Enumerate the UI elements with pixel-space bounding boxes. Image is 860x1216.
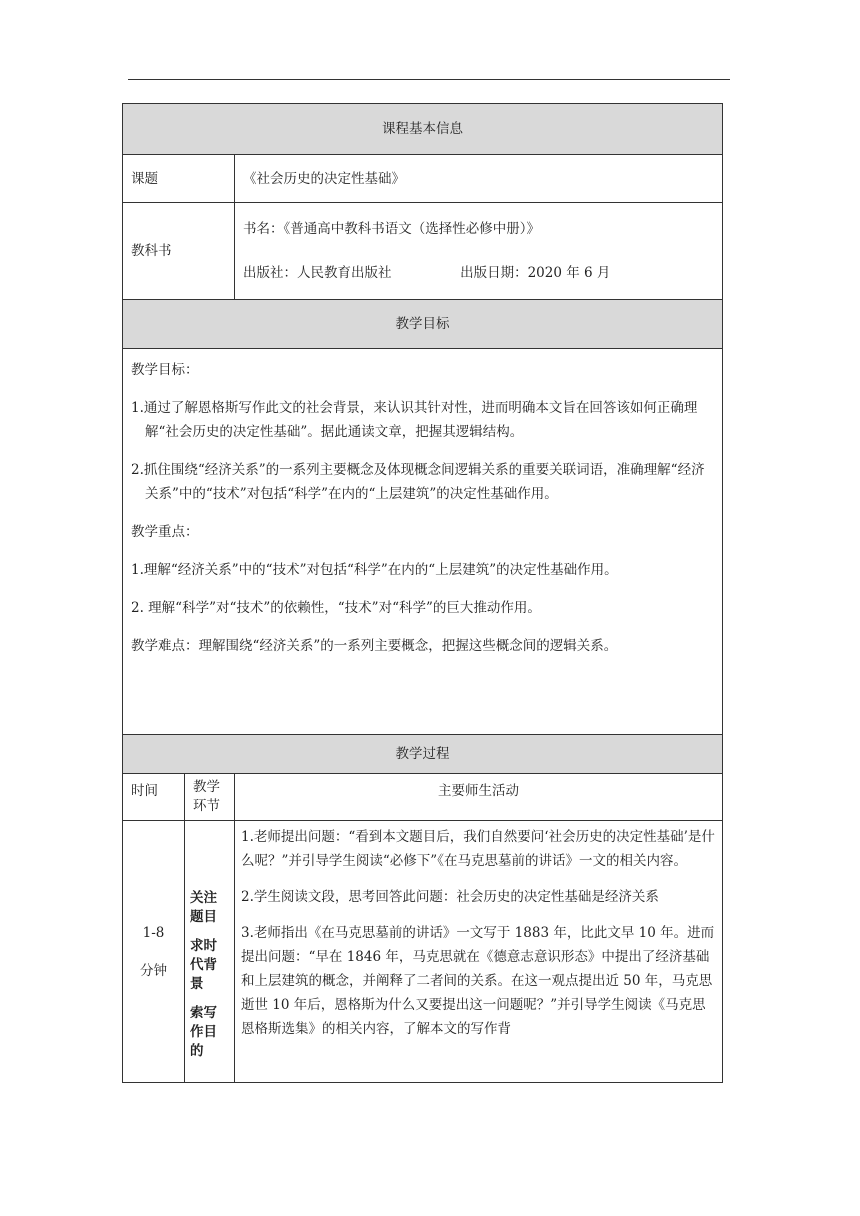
process-row (123, 821, 723, 1083)
basic-info-header-row (123, 104, 723, 155)
publisher-line (243, 262, 714, 284)
activity-item: 3.老师指出《在马克思墓前的讲话》一文写于 1883 年，比此文早 10 年。进而提出问题：“早在 1846 年，马克思就在《德意志意识形态》中提出了经济基础和上层建筑的概念，并阐释了二者间的关系。在这一观点提出近 50 年，马克思逝世 10 年后，恩格斯为什么又要提出这一问题呢？”并引导学生阅读《马克思恩格斯选集》的相关内容，了解本文的写作背 (241, 925, 715, 1037)
process-column-header-row (123, 774, 723, 821)
activity-cell (235, 821, 723, 1083)
objectives-row (123, 349, 723, 735)
publisher: 出版社：人民教育出版社 (243, 265, 392, 281)
topic-value: 《社会历史的决定性基础》 (235, 155, 723, 203)
objectives-header: 教学目标 (123, 300, 723, 349)
goal-item: 2.抓住围绕“经济关系”的一系列主要概念及体现概念间逻辑关系的重要关联词语，准确理解“经济关系”中的“技术”对包括“科学”在内的“上层建筑”的决定性基础作用。 (131, 462, 705, 502)
pub-date: 出版日期：2020 年 6 月 (460, 265, 611, 281)
activity-item: 2.学生阅读文段，思考回答此问题：社会历史的决定性基础是经济关系 (241, 889, 659, 905)
textbook-row (123, 203, 723, 300)
key-point-item: 1.理解“经济关系”中的“技术”对包括“科学”在内的“上层建筑”的决定性基础作用。 (131, 562, 618, 578)
time-unit: 分钟 (140, 962, 167, 979)
key-point-item: 2. 理解“科学”对“技术”的依赖性，“技术”对“科学”的巨大推动作用。 (131, 600, 541, 616)
time-range: 1-8 (142, 924, 165, 941)
stage-cell (185, 821, 235, 1083)
topic-label: 课题 (123, 155, 235, 203)
header-rule (128, 79, 730, 80)
objectives-header-row (123, 300, 723, 349)
goal-item: 1.通过了解恩格斯写作此文的社会背景，来认识其针对性，进而明确本文旨在回答该如何正确理解“社会历史的决定性基础”。据此通读文章，把握其逻辑结构。 (131, 400, 698, 440)
book-name: 书名：《普通高中教科书语文（选择性必修中册）》 (243, 221, 540, 237)
objectives-content (123, 349, 723, 735)
stage-column-header: 教学环节 (185, 774, 235, 821)
process-header-row (123, 735, 723, 774)
goals-title: 教学目标： (131, 362, 199, 378)
textbook-label: 教科书 (123, 203, 235, 300)
stage-label: 索写作目的 (190, 1005, 217, 1059)
time-column-header: 时间 (123, 774, 185, 821)
time-cell (123, 821, 185, 1083)
difficulty-text: 教学难点：理解围绕“经济关系”的一系列主要概念，把握这些概念间的逻辑关系。 (131, 638, 618, 654)
lesson-plan-table (122, 103, 723, 1083)
activity-column-header: 主要师生活动 (235, 774, 723, 821)
process-header: 教学过程 (123, 735, 723, 774)
key-title: 教学重点： (131, 524, 199, 540)
basic-info-header: 课程基本信息 (123, 104, 723, 155)
textbook-details (235, 203, 723, 300)
stage-label: 关注题目 (190, 890, 217, 925)
stage-label: 求时代背景 (190, 938, 217, 992)
topic-row (123, 155, 723, 203)
activity-item: 1.老师提出问题：“看到本文题目后，我们自然要问‘社会历史的决定性基础’是什么呢？”并引导学生阅读“必修下”《在马克思墓前的讲话》一文的相关内容。 (241, 829, 715, 869)
